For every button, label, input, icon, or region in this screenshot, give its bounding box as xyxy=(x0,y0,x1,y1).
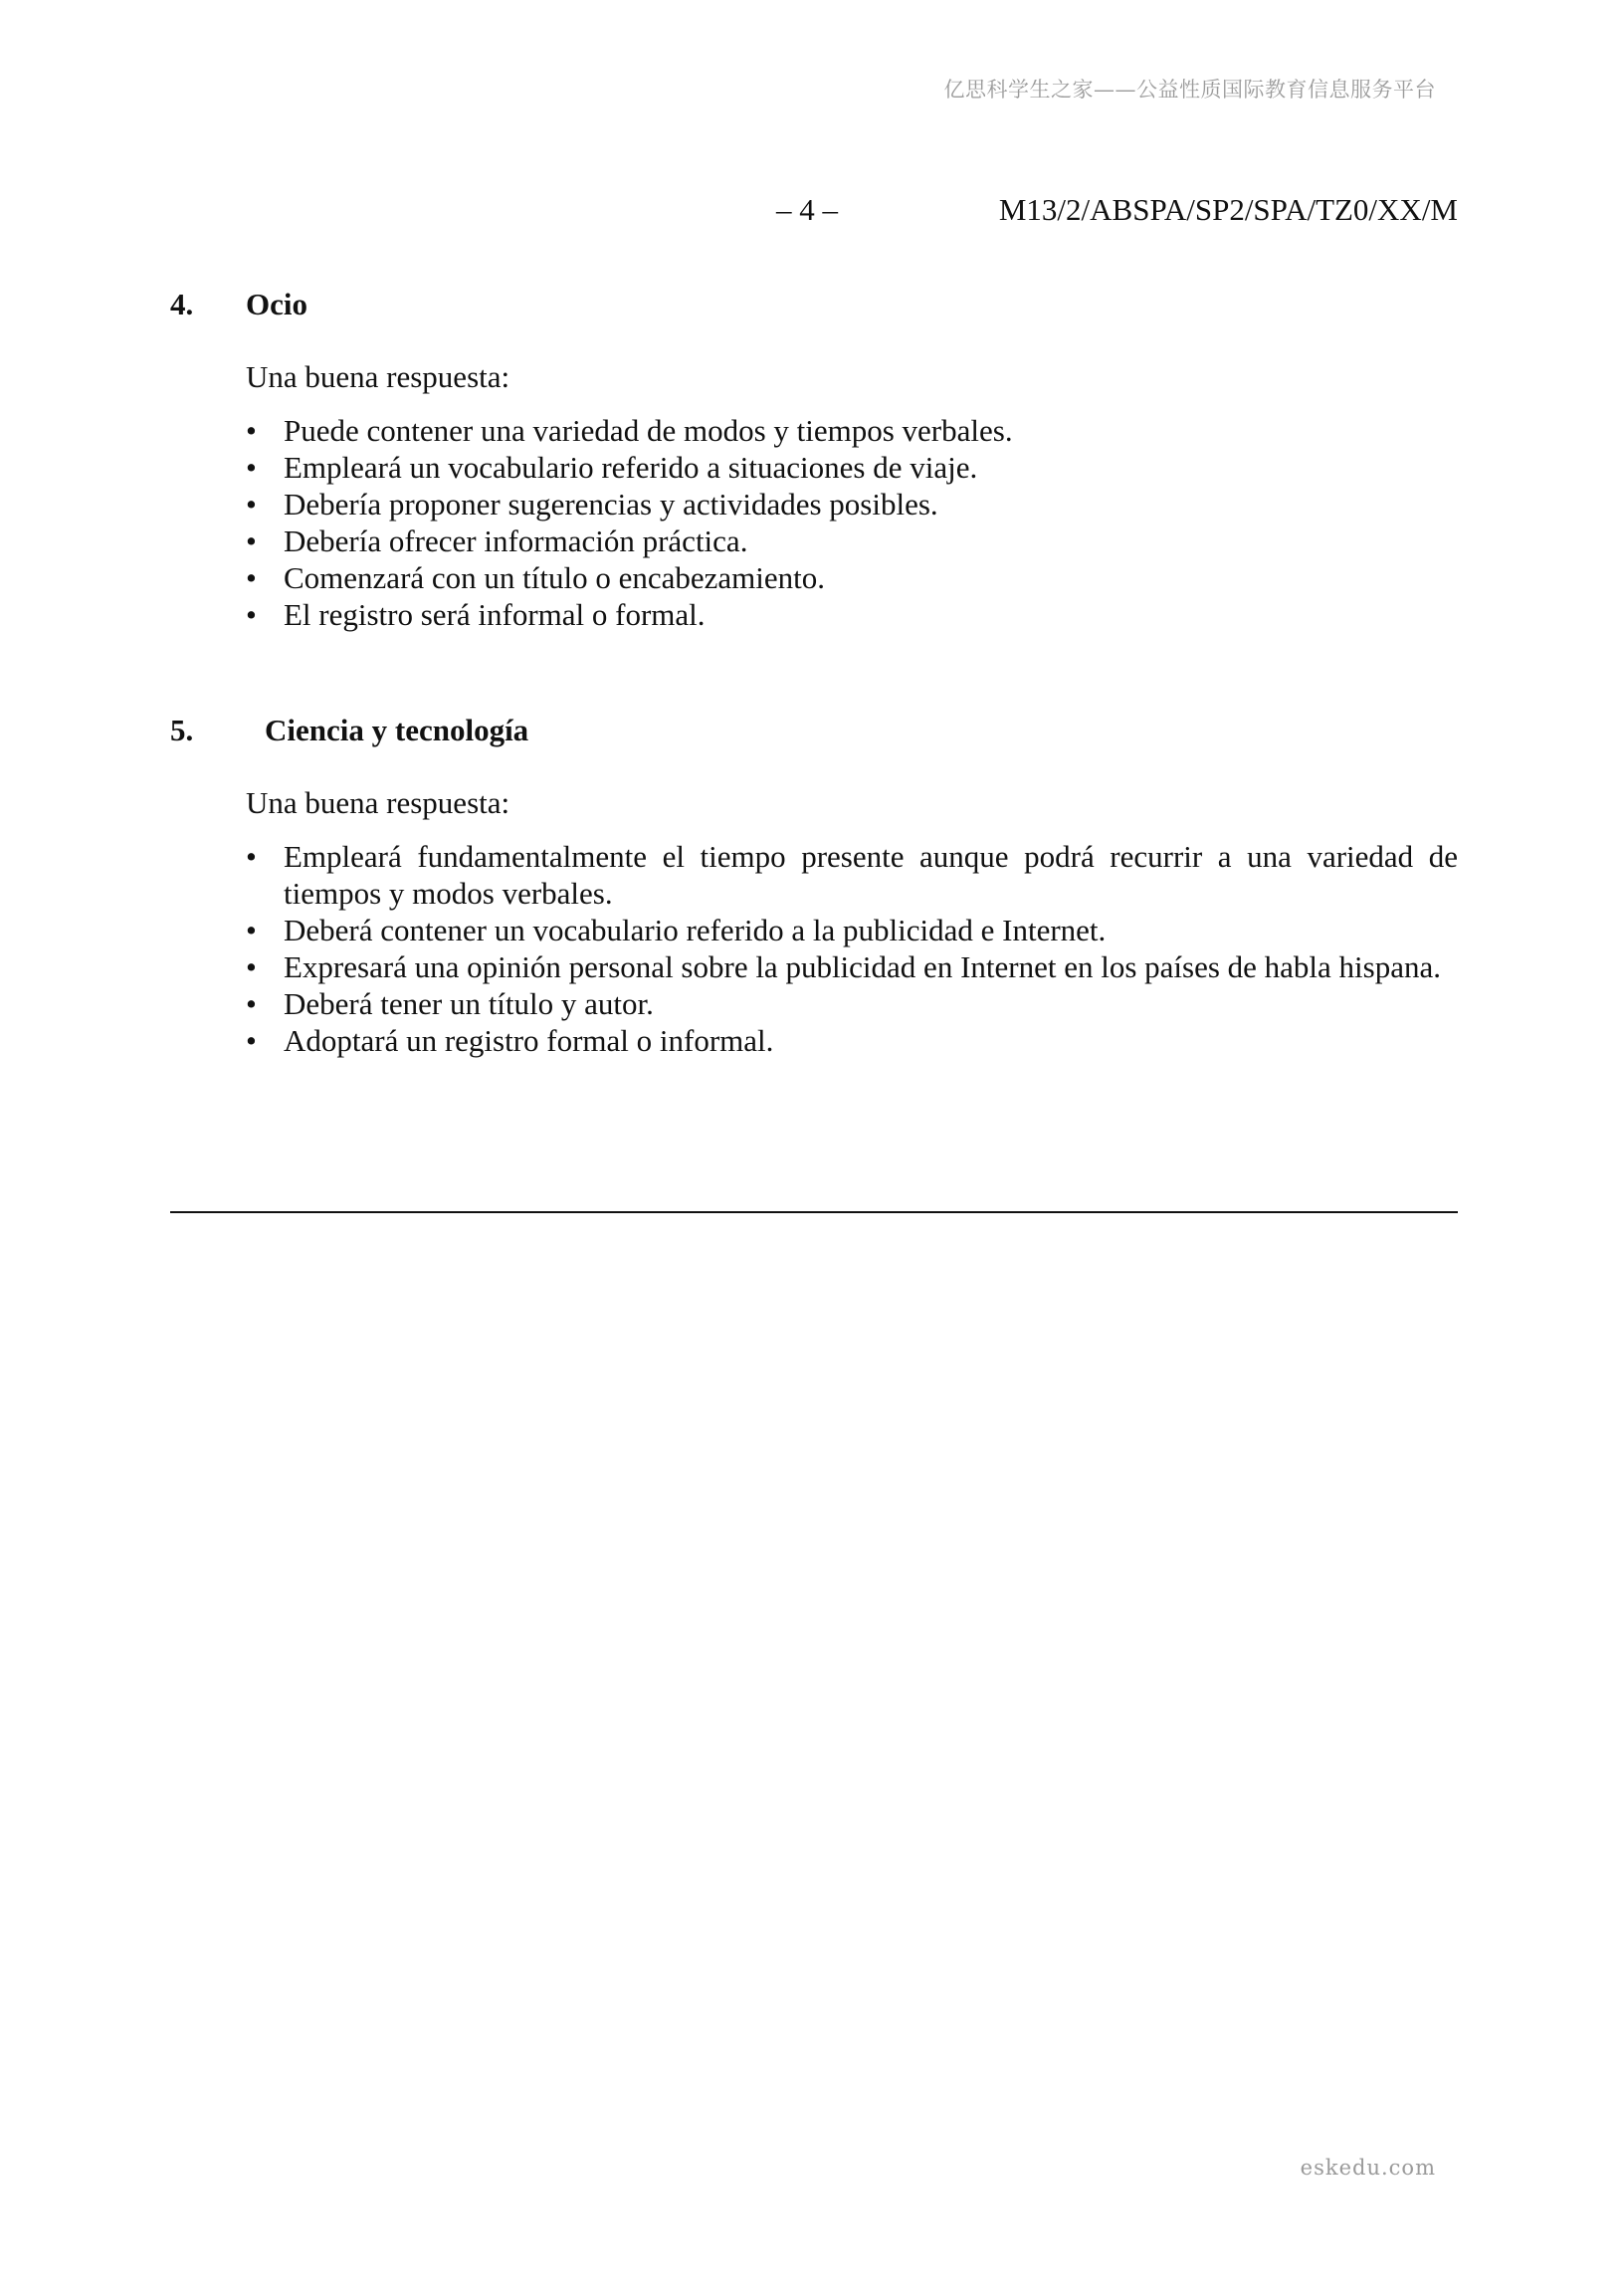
list-item-text: Empleará un vocabulario referido a situaciones de viaje. xyxy=(284,450,978,485)
list-item-text: Deberá tener un título y autor. xyxy=(284,986,654,1021)
bullet-icon: • xyxy=(246,523,257,558)
bullet-icon: • xyxy=(246,560,257,595)
list-item-text: Debería ofrecer información práctica. xyxy=(284,523,748,558)
list-item-text: Puede contener una variedad de modos y tiempos verbales. xyxy=(284,413,1013,448)
bullet-icon: • xyxy=(246,487,257,522)
section-heading xyxy=(170,287,1458,326)
list-item xyxy=(246,486,1458,522)
bullet-icon: • xyxy=(246,450,257,485)
watermark-top-text: 亿思科学生之家——公益性质国际教育信息服务平台 xyxy=(943,78,1436,102)
list-item xyxy=(246,985,1458,1022)
list-item xyxy=(246,1022,1458,1059)
section-intro: Una buena respuesta: xyxy=(246,785,510,820)
document-code: M13/2/ABSPA/SP2/SPA/TZ0/XX/M xyxy=(998,192,1458,227)
list-item xyxy=(246,412,1458,449)
list-item-text: El registro será informal o formal. xyxy=(284,597,706,632)
bullet-icon: • xyxy=(246,1023,257,1058)
page-number: – 4 – xyxy=(776,192,838,227)
section-intro: Una buena respuesta: xyxy=(246,359,510,394)
watermark-bottom-text: eskedu.com xyxy=(1300,2156,1436,2180)
list-item-text: Deberá contener un vocabulario referido a la publicidad e Internet. xyxy=(284,913,1107,947)
section-title: Ciencia y tecnología xyxy=(265,713,529,747)
list-item xyxy=(246,948,1458,985)
list-item xyxy=(246,912,1458,948)
list-item-text: Comenzará con un título o encabezamiento. xyxy=(284,560,826,595)
section-heading xyxy=(170,713,1458,752)
list-item-text: Expresará una opinión personal sobre la publicidad en Internet en los países de habla hispana. xyxy=(284,949,1441,984)
section-ciencia-y-tecnologia xyxy=(170,713,1458,1059)
end-divider xyxy=(170,1211,1458,1213)
section-number: 5. xyxy=(170,713,194,747)
list-item xyxy=(246,559,1458,596)
bullet-icon: • xyxy=(246,986,257,1021)
section-ocio xyxy=(170,287,1458,633)
section-title: Ocio xyxy=(246,287,307,321)
bullet-icon: • xyxy=(246,949,257,984)
bullet-icon: • xyxy=(246,597,257,632)
list-item-text: Adoptará un registro formal o informal. xyxy=(284,1023,774,1058)
list-item xyxy=(246,522,1458,559)
section-number: 4. xyxy=(170,287,194,321)
list-item xyxy=(246,838,1458,912)
bullet-icon: • xyxy=(246,839,257,874)
bullet-icon: • xyxy=(246,913,257,947)
criteria-list xyxy=(246,838,1458,1059)
list-item xyxy=(246,449,1458,486)
criteria-list xyxy=(246,412,1458,633)
list-item xyxy=(246,596,1458,633)
list-item-text: Empleará fundamentalmente el tiempo presente aunque podrá recurrir a una variedad de tiempos y modos verbales. xyxy=(284,839,1458,911)
bullet-icon: • xyxy=(246,413,257,448)
list-item-text: Debería proponer sugerencias y actividades posibles. xyxy=(284,487,938,522)
